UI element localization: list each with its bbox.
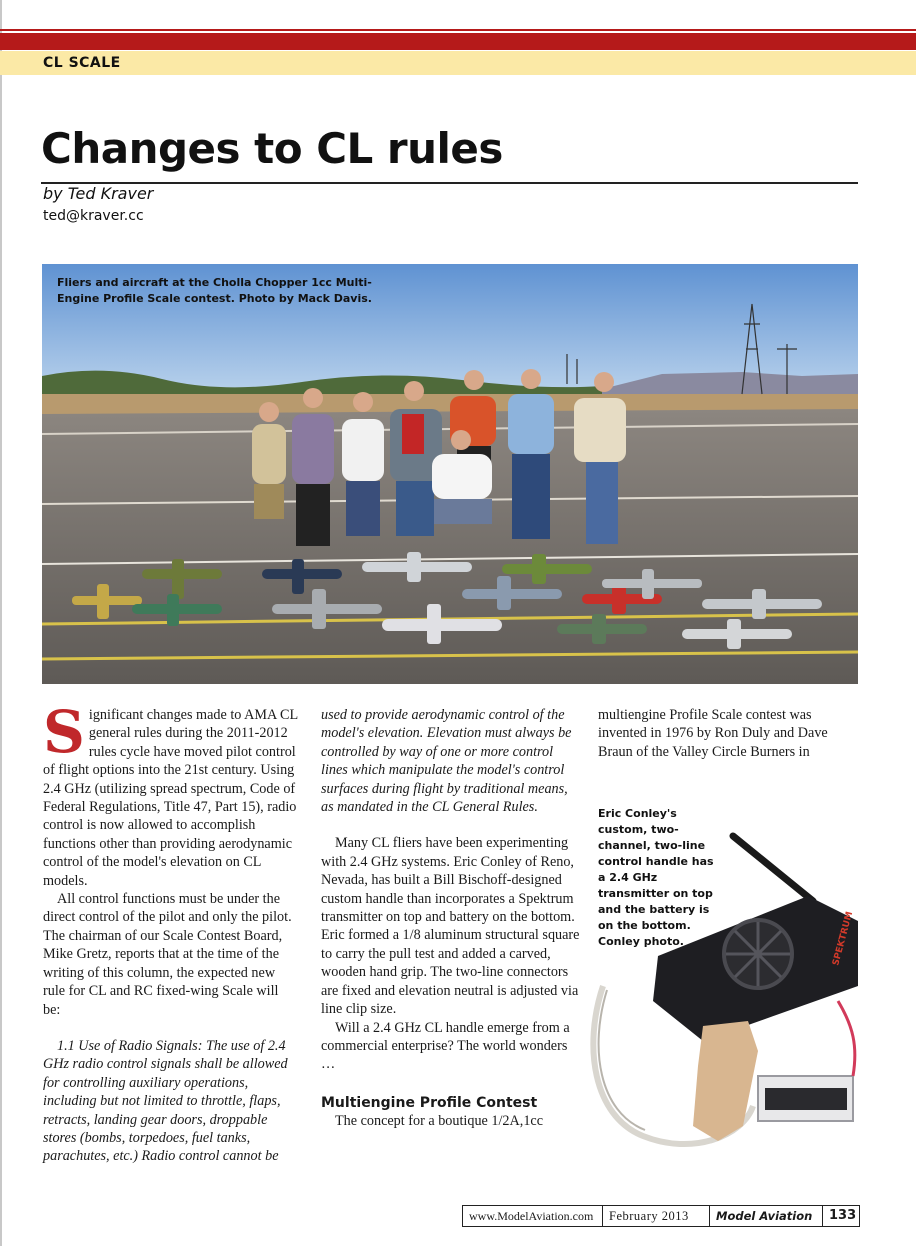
paragraph-intro: Significant changes made to AMA CL general rules during the 2011-2012 rules cycle have moved pilot control of flight options into the 21st century. Using 2.4 GHz (utilizing spread spectrum, Code of Federal Regulations, Title 47, Part 15), radio control is now allowed to accomplish functions other than providing aerodynamic control of the model's elevation on CL models. (43, 698, 298, 889)
top-red-band (0, 33, 916, 50)
footer-website[interactable]: www.ModelAviation.com (463, 1206, 603, 1226)
title-rule (41, 182, 858, 184)
top-thin-rule (0, 29, 916, 31)
control-handle-photo (583, 826, 873, 1156)
section-bar (0, 51, 916, 75)
subhead-multiengine: Multiengine Profile Contest (321, 1094, 538, 1111)
group-photo (42, 264, 858, 684)
column-2 (321, 706, 581, 1130)
paragraph-question: Will a 2.4 GHz CL handle emerge from a commercial enterprise? The world wonders … (321, 1019, 570, 1073)
paragraph-rule-quote-cont: used to provide aerodynamic control of the model's elevation. Elevation must always be controlled by way of one or more control lines which manipulate the model's control surfaces during flight by traditional means, as mandated in the CL General Rules. (321, 707, 572, 816)
page-footer (462, 1205, 860, 1227)
column-3 (598, 706, 860, 761)
paragraph-experiments: Many CL fliers have been experimenting with 2.4 GHz systems. Eric Conley of Reno, Nevada, has built a Bill Bischoff-designed custom handle than incorporates a Spektrum transmitter on top and battery on the bottom. Eric formed a 1/8 aluminum structural square to carry the pull test and added a carved, wooden hand grip. The two-line connectors are fixed and elevation neutral is adjusted via line clip size. (321, 835, 580, 1018)
handle-caption: Eric Conley's custom, two-channel, two-line control handle has a 2.4 GHz transmitter on top and the battery is on the bottom. Conley photo. (598, 807, 714, 948)
page-edge-rule (0, 0, 2, 1246)
paragraph-rule-quote: 1.1 Use of Radio Signals: The use of 2.4 GHz radio control signals shall be allowed for controlling auxiliary operations, including but not limited to throttle, flaps, retracts, landing gear doors, droppable stores (bombs, torpedoes, fuel tanks, parachutes, etc.) Radio control cannot be (43, 1037, 288, 1165)
paragraph-control-functions: All control functions must be under the direct control of the pilot and only the pilot. The chairman of our Scale Contest Board, Mike Gretz, reports that at the time of the writing of this column, the expected new rule for CL and RC fixed-wing Scale will be: (43, 891, 292, 1018)
footer-magazine: Model Aviation (710, 1206, 823, 1226)
article-byline: by Ted Kraver (43, 184, 154, 203)
drop-cap: S (43, 698, 85, 766)
paragraph-concept: The concept for a boutique 1/2A,1cc (335, 1112, 544, 1129)
article-title: Changes to CL rules (41, 124, 503, 173)
footer-date: February 2013 (603, 1206, 710, 1226)
photo-caption: Fliers and aircraft at the Cholla Chopper 1cc Multi-Engine Profile Scale contest. Photo by Mack Davis. (57, 276, 372, 305)
author-email: ted@kraver.cc (43, 208, 144, 224)
spektrum-logo: SPEKTRUM (831, 910, 856, 967)
footer-page-number: 133 (829, 1208, 857, 1223)
section-label: CL SCALE (43, 55, 121, 71)
column-1 (43, 698, 298, 1166)
paragraph-history: multiengine Profile Scale contest was invented in 1976 by Ron Duly and Dave Braun of the Valley Circle Burners in (598, 707, 828, 760)
